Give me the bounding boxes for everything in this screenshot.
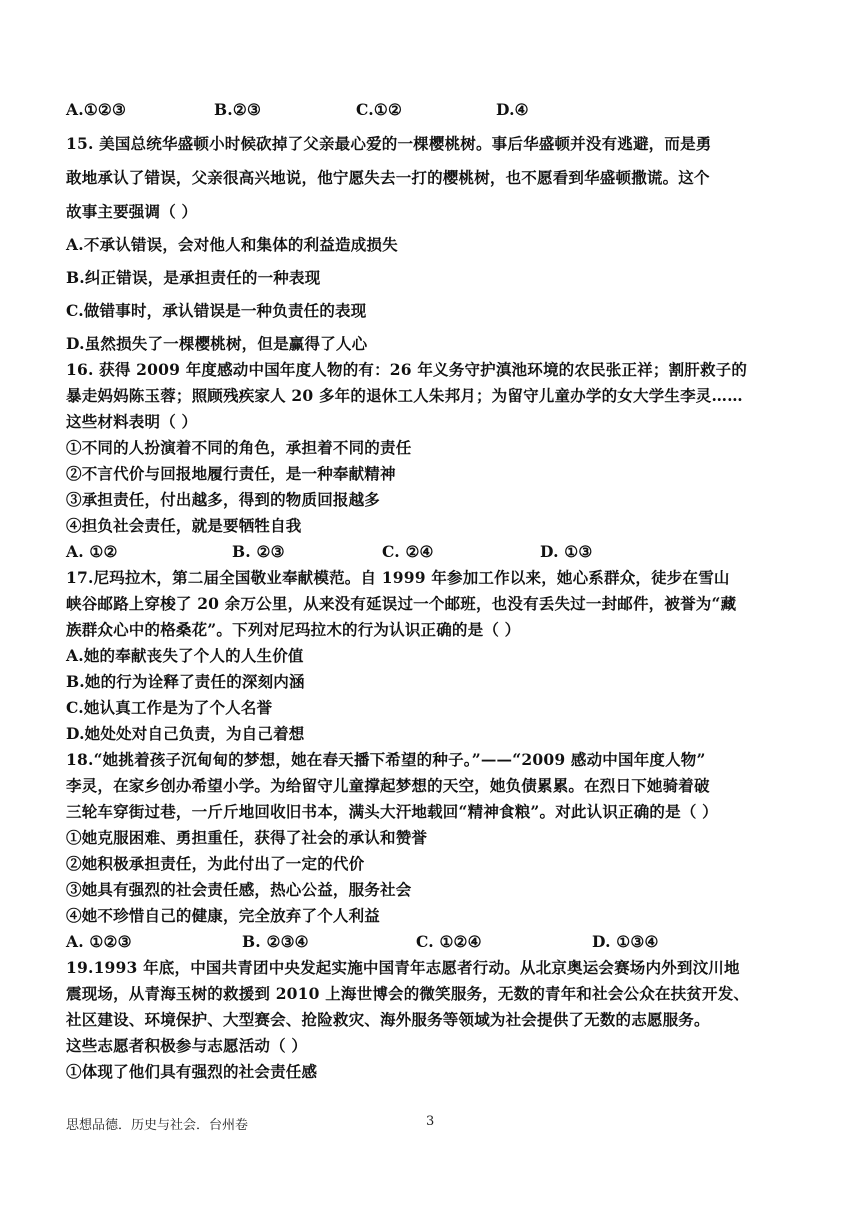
q17-option-d: D.她处处对自己负责，为自己着想 [66,724,305,743]
q16-statement: ②不言代价与回报地履行责任，是一种奉献精神 [66,464,396,483]
q18-option-d: D. ①③④ [592,932,659,951]
q18-statement: ③她具有强烈的社会责任感，热心公益，服务社会 [66,880,412,899]
q19-stem-line: 这些志愿者积极参与志愿活动（ ） [66,1036,308,1055]
q18-statement: ①她克服困难、勇担重任，获得了社会的承认和赞誉 [66,828,428,847]
q16-option-c: C. ②④ [382,542,434,561]
q15-stem-line: 故事主要强调（ ） [66,202,198,221]
q16-option-d: D. ①③ [540,542,593,561]
footer-subject: 思想品德．历史与社会．台州卷 [66,1118,249,1133]
q18-statement: ②她积极承担责任，为此付出了一定的代价 [66,854,365,873]
q15-option-b: B.纠正错误，是承担责任的一种表现 [66,268,321,287]
q16-option-a: A. ①② [66,542,118,561]
q16-statement: ③承担责任，付出越多，得到的物质回报越多 [66,490,381,509]
q19-stem-line: 震现场，从青海玉树的救援到 2010 上海世博会的微笑服务，无数的青年和社会公众在扶贫开发、 [66,984,750,1003]
q17-option-c: C.她认真工作是为了个人名誉 [66,698,273,717]
q18-stem-line: 三轮车穿街过巷，一斤斤地回收旧书本，满头大汗地载回“精神食粮”。对此认识正确的是（ ） [66,802,718,821]
q14-option-c: C.①② [356,100,403,119]
q17-option-b: B.她的行为诠释了责任的深刻内涵 [66,672,305,691]
q18-stem-line: 18.“她挑着孩子沉甸甸的梦想，她在春天播下希望的种子。”——“2009 感动中国年度人物” [66,750,706,769]
q19-statement: ①体现了他们具有强烈的社会责任感 [66,1062,318,1081]
q15-option-c: C.做错事时，承认错误是一种负责任的表现 [66,301,367,320]
q17-stem-line: 峡谷邮路上穿梭了 20 余万公里，从来没有延误过一个邮班，也没有丢失过一封邮件，被誉为“藏 [66,594,737,613]
q16-stem-line: 16. 获得 2009 年度感动中国年度人物的有：26 年义务守护滇池环境的农民张正祥；割肝救子的 [66,360,748,379]
q16-stem-line: 这些材料表明（ ） [66,412,198,431]
q18-option-b: B. ②③④ [242,932,309,951]
q17-option-a: A.她的奉献丧失了个人的人生价值 [66,646,304,665]
q15-stem-line: 敢地承认了错误，父亲很高兴地说，他宁愿失去一打的樱桃树，也不愿看到华盛顿撒谎。这个 [66,168,710,187]
q18-statement: ④她不珍惜自己的健康，完全放弃了个人利益 [66,906,381,925]
q18-stem-line: 李灵，在家乡创办希望小学。为给留守儿童撑起梦想的天空，她负债累累。在烈日下她骑着破 [66,776,710,795]
q14-option-a: A.①②③ [66,100,127,119]
q14-option-b: B.②③ [214,100,262,119]
q17-stem-line: 族群众心中的格桑花”。下列对尼玛拉木的行为认识正确的是（ ） [66,620,521,639]
q15-stem-line: 15. 美国总统华盛顿小时候砍掉了父亲最心爱的一棵樱桃树。事后华盛顿并没有逃避，而是勇 [66,134,712,153]
q14-option-d: D.④ [496,100,529,119]
q18-option-a: A. ①②③ [66,932,132,951]
q19-stem-line: 社区建设、环境保护、大型赛会、抢险救灾、海外服务等领域为社会提供了无数的志愿服务。 [66,1010,710,1029]
q18-option-c: C. ①②④ [416,932,482,951]
q19-stem-line: 19.1993 年底，中国共青团中央发起实施中国青年志愿者行动。从北京奥运会赛场内外到汶川地 [66,958,740,977]
q16-stem-line: 暴走妈妈陈玉蓉；照顾残疾家人 20 多年的退休工人朱邦月；为留守儿童办学的女大学生李灵…… [66,386,743,405]
q17-stem-line: 17.尼玛拉木，第二届全国敬业奉献模范。自 1999 年参加工作以来，她心系群众，徒步在雪山 [66,568,730,587]
q16-option-b: B. ②③ [232,542,285,561]
q15-option-d: D.虽然损失了一棵樱桃树，但是赢得了人心 [66,334,368,353]
q16-statement: ④担负社会责任，就是要牺牲自我 [66,516,302,535]
page-number: 3 [426,1114,435,1129]
q16-statement: ①不同的人扮演着不同的角色，承担着不同的责任 [66,438,412,457]
q15-option-a: A.不承认错误，会对他人和集体的利益造成损失 [66,235,398,254]
